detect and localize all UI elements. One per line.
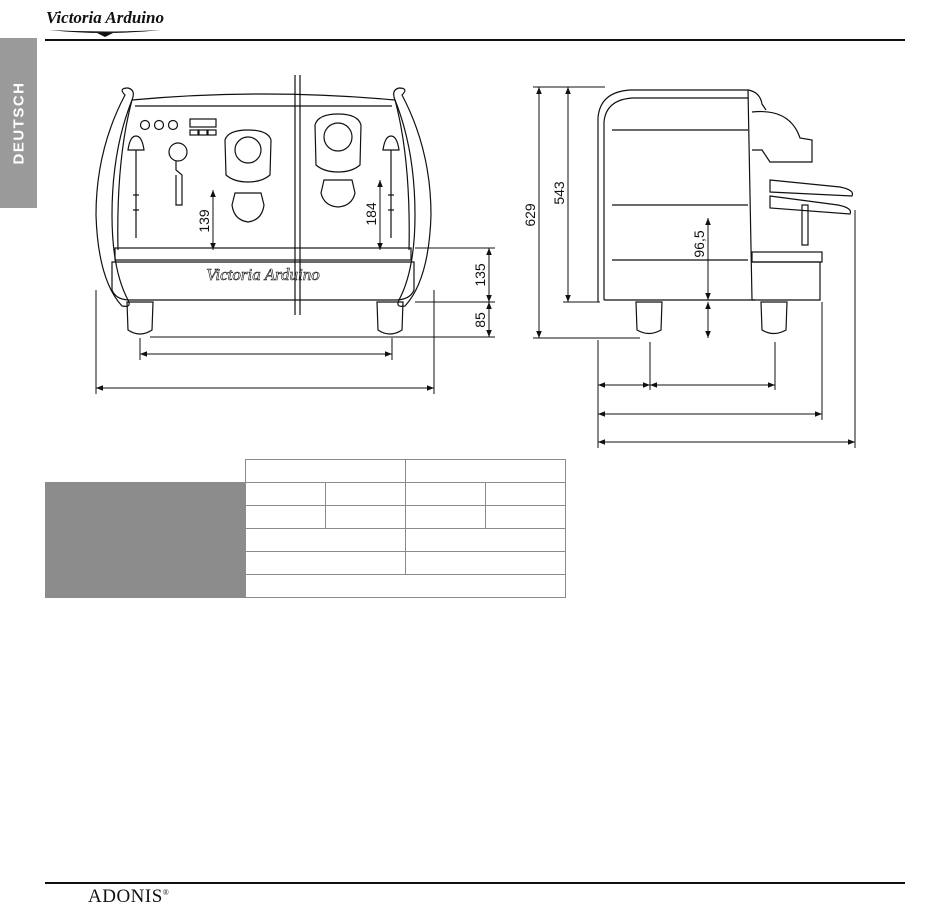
dim-543: 543: [551, 181, 567, 205]
spec-cell: [486, 506, 566, 529]
spec-cell: [406, 529, 566, 552]
spec-row-label: [46, 529, 246, 552]
spec-cell: [326, 483, 406, 506]
side-drip-tray: [752, 252, 822, 262]
dim-184: 184: [363, 202, 379, 226]
hot-water-knob: [169, 143, 187, 161]
spec-row-label: [46, 483, 246, 506]
dim-96-5: 96,5: [691, 230, 707, 258]
portafilter-left: [232, 193, 264, 222]
spec-row-label: [46, 506, 246, 529]
spec-cell: [246, 552, 406, 575]
spec-header-row: [46, 460, 566, 483]
foot-right: [377, 302, 403, 334]
steam-knob-left: [128, 136, 144, 150]
button-1: [141, 121, 150, 130]
spec-cell: [246, 529, 406, 552]
spec-row-label: [46, 575, 246, 598]
language-tab-label: DEUTSCH: [10, 81, 27, 165]
spec-table: [45, 459, 566, 598]
dim-85: 85: [472, 312, 488, 328]
spec-cell: [246, 483, 326, 506]
side-view: [598, 90, 853, 334]
footer-rule: [45, 882, 905, 884]
dim-135: 135: [472, 263, 488, 287]
spec-row: [46, 575, 566, 598]
group-head-left: [225, 130, 271, 182]
steam-knob-right: [383, 136, 399, 150]
spec-cell: [246, 506, 326, 529]
spec-row: [46, 483, 566, 506]
spec-cell: [486, 483, 566, 506]
spec-row: [46, 552, 566, 575]
spec-row: [46, 529, 566, 552]
portafilter-right: [321, 180, 355, 207]
side-foot-left: [636, 302, 662, 334]
model-name: [88, 886, 169, 908]
side-body: [598, 90, 766, 302]
side-dimensions: [533, 87, 855, 448]
drip-tray: [115, 248, 411, 260]
trademark-symbol: ®: [162, 888, 170, 897]
brand-logo-text: Victoria Arduino: [46, 8, 164, 27]
button-3: [169, 121, 178, 130]
spec-cell: [406, 506, 486, 529]
display-panel: [190, 119, 216, 127]
button-2: [155, 121, 164, 130]
dim-629: 629: [522, 203, 538, 227]
dim-139: 139: [196, 209, 212, 233]
spec-header-cell: [406, 460, 566, 483]
nameplate-text: Victoria Arduino: [206, 265, 320, 284]
side-foot-right: [761, 302, 787, 334]
spec-cell: [246, 575, 566, 598]
spec-cell: [406, 552, 566, 575]
spec-header-cell: [246, 460, 406, 483]
side-group: [752, 112, 812, 162]
spec-row-label: [46, 552, 246, 575]
foot-left: [127, 302, 153, 334]
front-view: [96, 75, 431, 334]
top-cover: [132, 94, 395, 100]
model-name-text: ADONIS: [88, 886, 163, 907]
spec-cell: [406, 483, 486, 506]
side-handle-2: [770, 196, 851, 214]
side-handle-1: [770, 180, 853, 196]
spec-row: [46, 506, 566, 529]
spec-cell: [326, 506, 406, 529]
